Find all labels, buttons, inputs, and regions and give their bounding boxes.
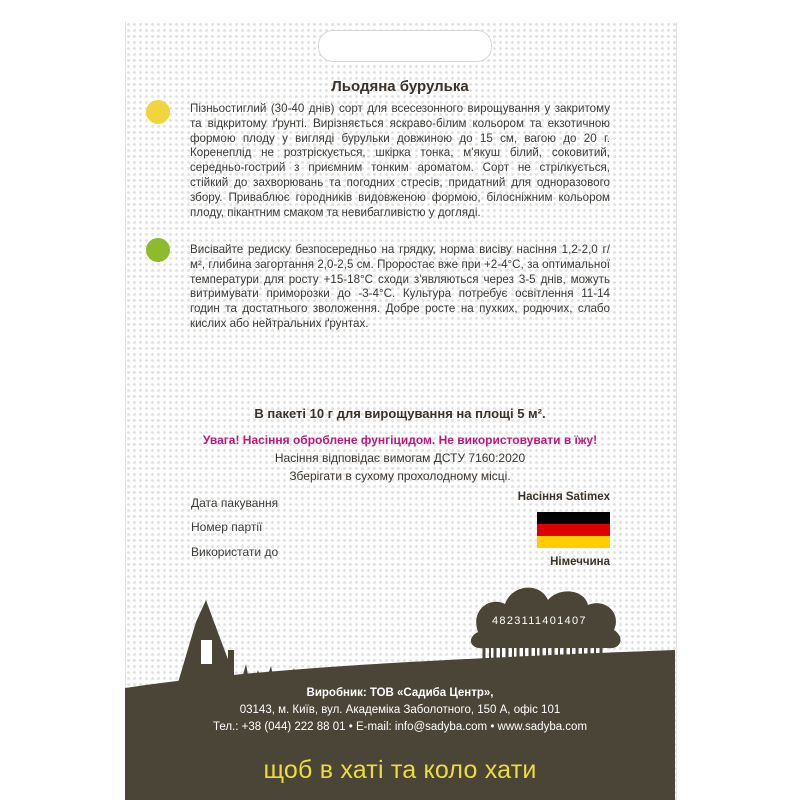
product-title: Льодяна бурулька (331, 78, 469, 95)
packet-info: В пакеті 10 г для вирощування на площі 5 м². (254, 406, 546, 421)
pack-date-label: Дата пакування (191, 496, 279, 510)
sowing-text: Висівайте редиску безпосередньо на грядку, норма висіву насіння 1,2-2,0 г/м², глибина загортання 2,0-2,5 см. Проростає вже при +2-4°С, за оптимальної температури для росту +15-18°С сходи з'являються через 3-5 днів, можуть витримувати приморозки до -3-4°С. Культура потребує освітлення 11-14 годин та достатнього зволоження. Добре росте на пухких, родючих, слабо кислих або нейтральних ґрунтах. (190, 243, 610, 330)
slogan-text: щоб в хаті та коло хати (263, 756, 537, 784)
description-text: Пізньостиглий (30-40 днів) сорт для всесезонного вирощування у закритому та відкритому ґрунті. Вирізняється яскраво-білим кольором та екзотичною формою плоду у вигляді бурульки довжиною до 15 см, вагою до 20 г. Коренеплід не розтріскується, шкірка тонка, м'якуш білий, соковитий, середньо-гострий з приємним тонким ароматом. Сорт не стрілкується, стійкий до захворювань та погодних стресів, придатний для одноразового збору. Приваблює городників видовженою формою, білосніжним кольором плоду, пікантним смаком та невибагливістю у догляді. (190, 102, 610, 219)
standard-text: Насіння відповідає вимогам ДСТУ 7160:2020 (274, 451, 526, 465)
storage-text: Зберігати в сухому прохолодному місці. (289, 469, 511, 483)
maker-address: 03143, м. Київ, вул. Академіка Заболотного, 150 А, офіс 101 (239, 704, 561, 716)
house-icon (177, 600, 238, 686)
barcode-number: 4823111401407 (492, 615, 587, 627)
brand-label: Насіння Satimex (517, 491, 610, 503)
maker-name: Виробник: ТОВ «Садиба Центр», (306, 687, 494, 699)
batch-label: Номер партії (191, 520, 263, 534)
use-by-label: Використати до (191, 545, 279, 559)
maker-contacts: Тел.: +38 (044) 222 88 01 • E-mail: info@sadyba.com • www.sadyba.com (212, 721, 588, 733)
warning-text: Увага! Насіння оброблене фунгіцидом. Не використовувати в їжу! (202, 433, 598, 447)
country-label: Німеччина (550, 556, 610, 568)
